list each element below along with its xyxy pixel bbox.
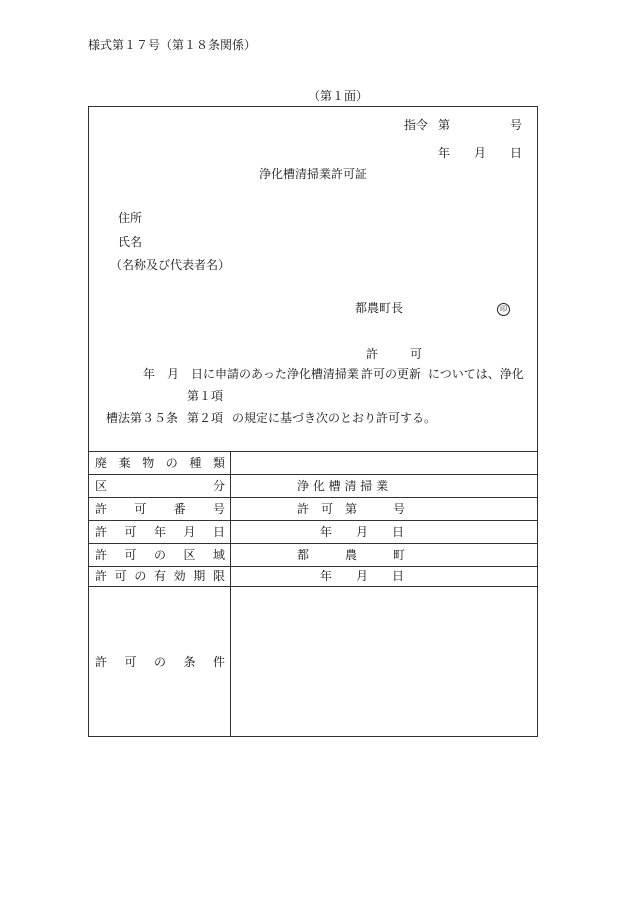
permit-word-ka: 可 [410, 347, 423, 361]
order-go: 号 [510, 118, 523, 132]
seal-icon: 印 [497, 303, 510, 316]
row-value: 年 月 日 [320, 524, 405, 539]
row-divider [88, 566, 538, 567]
row-label-char: 日 [212, 524, 225, 539]
row-label-char: の [165, 455, 178, 470]
representative-label: （名称及び代表者名） [110, 258, 231, 272]
row-label-char: 区 [95, 478, 108, 493]
order-dai: 第 [438, 118, 451, 132]
row-divider [88, 497, 538, 498]
row-label [95, 456, 225, 470]
row-value: 許 可 第 号 [297, 501, 406, 516]
body-line1-renew: 許可の更新 [361, 367, 422, 381]
seal-mark [497, 300, 510, 316]
row-label-char: 可 [124, 547, 137, 562]
row-label-char: の [153, 547, 166, 562]
row-label-char: 番 [173, 501, 186, 516]
row-divider [88, 474, 538, 475]
row-label-char: 条 [183, 654, 196, 669]
row-label-char: 件 [212, 654, 225, 669]
row-label-char: 月 [183, 524, 196, 539]
row-value: 浄 化 槽 清 掃 業 [297, 478, 389, 493]
row-label-char: 許 [95, 501, 108, 516]
row-label [95, 479, 225, 493]
row-label-char: 年 [153, 524, 166, 539]
row-label-char: 種 [189, 455, 202, 470]
body-line3-b: 第２項 [187, 411, 224, 425]
form-number: 様式第１７号（第１８条関係） [88, 38, 257, 52]
row-label-char: 分 [212, 478, 225, 493]
row-value: 年 月 日 [320, 569, 405, 583]
row-label-char: 可 [124, 524, 137, 539]
document-title: 浄化槽清掃業許可証 [259, 167, 368, 181]
name-label: 氏名 [118, 235, 143, 249]
row-label-char: 棄 [118, 455, 131, 470]
row-label-char: 区 [183, 547, 196, 562]
date-day: 日 [510, 146, 523, 160]
row-label-char: 許 [95, 654, 108, 669]
row-label [95, 548, 225, 562]
row-label [95, 502, 225, 516]
row-label-char: 限 [212, 569, 225, 583]
row-label-char: 許 [95, 569, 108, 583]
row-divider [88, 586, 538, 587]
row-label [95, 569, 225, 583]
row-label-char: 廃 [95, 455, 108, 470]
row-label-char: 域 [212, 547, 225, 562]
row-label-char: 有 [153, 569, 166, 583]
row-label-char: 号 [212, 501, 225, 516]
table-top-border [88, 451, 538, 452]
row-label [95, 655, 225, 669]
row-value: 都 農 町 [297, 547, 406, 562]
body-line1-rest: については、浄化 [428, 367, 524, 381]
row-label-char: の [153, 654, 166, 669]
body-line3-c: の規定に基づき次のとおり許可する。 [232, 411, 437, 425]
row-label-char: 可 [134, 501, 147, 516]
row-label-char: の [134, 569, 147, 583]
date-month: 月 [474, 146, 487, 160]
row-label-char: 許 [95, 524, 108, 539]
permit-word-kyo: 許 [366, 347, 379, 361]
issuer: 都農町長 [355, 301, 404, 315]
row-label-char: 可 [124, 654, 137, 669]
row-label-char: 可 [114, 569, 127, 583]
body-line1-date: 年 月 日に申請のあった浄化槽清掃業 [143, 367, 359, 381]
row-label-char: 許 [95, 547, 108, 562]
row-divider [88, 520, 538, 521]
row-label-char: 物 [142, 455, 155, 470]
row-label-char: 効 [173, 569, 186, 583]
row-divider [88, 543, 538, 544]
body-line3-a: 槽法第３５条 [106, 411, 179, 425]
row-label-char: 類 [212, 455, 225, 470]
order-prefix: 指令 [404, 118, 429, 132]
row-label-char: 期 [193, 569, 206, 583]
body-line2: 第１項 [187, 389, 224, 403]
page-label: （第１面） [308, 89, 369, 103]
address-label: 住所 [118, 211, 143, 225]
table-column-divider [230, 451, 231, 737]
row-label [95, 525, 225, 539]
date-year: 年 [438, 146, 451, 160]
